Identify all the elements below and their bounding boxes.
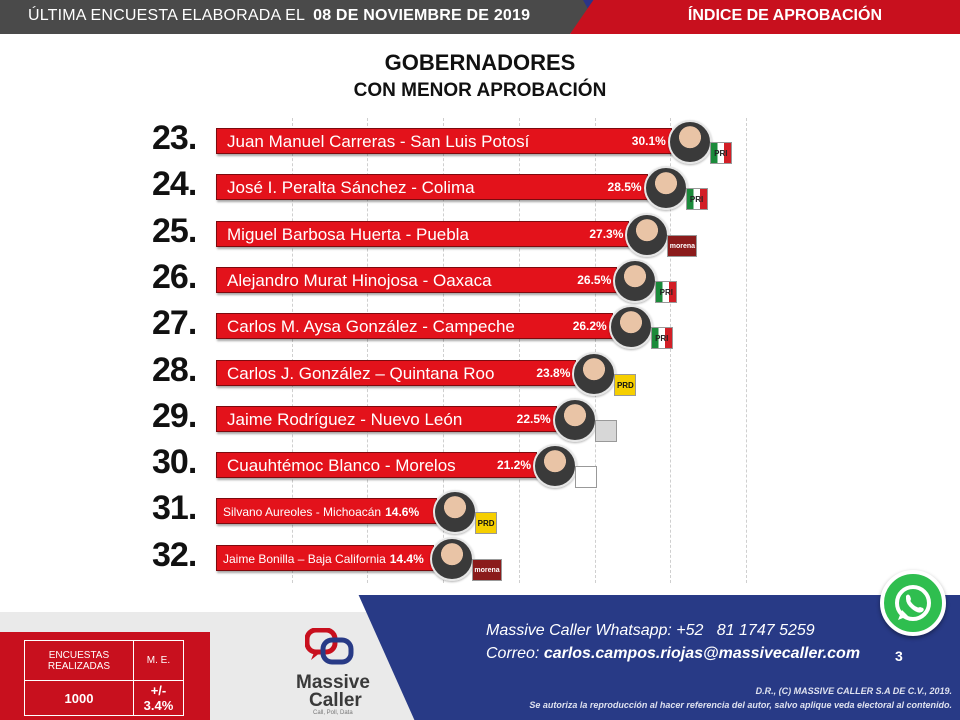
pri-party-logo-icon: PRI <box>655 281 677 303</box>
pri-party-logo-icon: PRI <box>710 142 732 164</box>
morena-party-logo-icon: morena <box>667 235 697 257</box>
copyright-notice: D.R., (C) MASSIVE CALLER S.A DE C.V., 2019. <box>755 686 952 696</box>
email-contact <box>486 645 860 663</box>
governor-photo-icon <box>668 120 712 164</box>
governor-label <box>227 271 492 291</box>
page-number: 3 <box>895 648 903 664</box>
governor-name: José I. Peralta Sánchez - Colima <box>227 178 475 198</box>
rank-label: 25. <box>152 211 197 250</box>
approval-bar <box>216 221 629 247</box>
prd-party-logo-icon: PRD <box>475 512 497 534</box>
brand-name-line1: Massive <box>296 672 370 693</box>
governor-label <box>223 552 424 566</box>
governor-label <box>227 410 462 430</box>
survey-date: 08 DE NOVIEMBRE DE 2019 <box>313 7 531 24</box>
governor-photo-icon <box>430 537 474 581</box>
approval-bar <box>216 313 613 339</box>
governor-label <box>227 178 475 198</box>
chart-row <box>140 350 780 390</box>
value-label: 21.2% <box>496 458 532 473</box>
chart-row <box>140 442 780 482</box>
morena-party-logo-icon: morena <box>472 559 502 581</box>
governor-photo-icon <box>625 213 669 257</box>
value-label: 28.5% <box>607 180 642 195</box>
rank-label: 27. <box>152 304 197 343</box>
governor-label <box>223 505 419 519</box>
survey-date-prefix: ÚLTIMA ENCUESTA ELABORADA EL <box>28 7 306 24</box>
chart-row <box>140 396 780 436</box>
rank-label: 29. <box>152 396 197 435</box>
chart-row <box>140 303 780 343</box>
approval-bar-chart <box>140 118 780 588</box>
value-label: 14.6% <box>385 505 420 520</box>
rank-label: 31. <box>152 489 197 528</box>
governor-name: Juan Manuel Carreras - San Luis Potosí <box>227 132 530 151</box>
governor-name: Alejandro Murat Hinojosa - Oaxaca <box>227 270 492 290</box>
chart-title: GOBERNADORES <box>384 50 576 75</box>
governor-photo-icon <box>613 259 657 303</box>
value-label: 26.2% <box>572 319 607 334</box>
rank-label: 26. <box>152 257 197 296</box>
governor-photo-icon <box>609 305 653 349</box>
governor-name: Carlos J. González – Quintana Roo <box>227 363 495 383</box>
approval-bar <box>216 128 672 154</box>
rank-label: 30. <box>152 443 197 482</box>
rank-label: 24. <box>152 165 197 204</box>
email-address[interactable]: carlos.campos.riojas@massivecaller.com <box>543 645 861 662</box>
reproduction-notice: Se autoriza la reproducción al hacer referencia del autor, salvo aplique veda electoral al contenido. <box>529 700 952 710</box>
margin-error-value: +/- 3.4% <box>133 681 183 716</box>
chart-row <box>140 535 780 575</box>
governor-photo-icon <box>644 166 688 210</box>
chart-row <box>140 257 780 297</box>
chart-row <box>140 164 780 204</box>
surveys-value: 1000 <box>25 681 134 716</box>
value-label: 14.4% <box>389 551 424 566</box>
value-label: 30.1% <box>631 134 666 148</box>
approval-bar <box>216 545 434 571</box>
approval-bar <box>216 267 617 293</box>
governor-photo-icon <box>553 398 597 442</box>
approval-bar <box>216 452 537 478</box>
whatsapp-contact <box>486 622 815 640</box>
survey-date-text <box>28 7 530 25</box>
whatsapp-icon[interactable] <box>880 570 946 636</box>
email-label: Correo: <box>486 645 540 662</box>
value-label: 22.5% <box>516 411 551 426</box>
approval-bar <box>216 498 437 524</box>
prd-party-logo-icon: PRD <box>614 374 636 396</box>
governor-name: Jaime Bonilla – Baja California <box>223 551 386 566</box>
governor-label <box>227 132 529 152</box>
chart-subtitle: CON MENOR APROBACIÓN <box>353 80 607 101</box>
pri-party-logo-icon: PRI <box>651 327 673 349</box>
pri-party-logo-icon: PRI <box>686 188 708 210</box>
value-label: 27.3% <box>589 226 624 241</box>
whatsapp-number[interactable]: 81 1747 5259 <box>716 622 815 639</box>
margin-error-header: M. E. <box>133 641 183 681</box>
brand-tagline: Call, Poll, Data <box>313 710 353 716</box>
approval-bar <box>216 174 648 200</box>
governor-name: Carlos M. Aysa González - Campeche <box>227 317 515 337</box>
chart-row <box>140 488 780 528</box>
survey-info-table <box>24 640 184 716</box>
top-banner <box>0 0 960 34</box>
governor-label <box>227 317 515 337</box>
chart-row <box>140 211 780 251</box>
chart-row <box>140 118 780 158</box>
pes-party-logo-icon <box>575 466 597 488</box>
ind-party-logo-icon <box>595 420 617 442</box>
rank-label: 32. <box>152 535 197 574</box>
massive-caller-logo-icon <box>305 628 355 668</box>
surveys-header: ENCUESTAS REALIZADAS <box>25 641 134 681</box>
governor-name: Miguel Barbosa Huerta - Puebla <box>227 224 469 244</box>
governor-label <box>227 364 494 384</box>
governor-label <box>227 225 469 245</box>
approval-bar <box>216 360 576 386</box>
governor-photo-icon <box>433 490 477 534</box>
governor-name: Silvano Aureoles - Michoacán <box>223 505 382 520</box>
value-label: 23.8% <box>536 365 571 380</box>
rank-label: 28. <box>152 350 197 389</box>
governor-name: Jaime Rodríguez - Nuevo León <box>227 409 463 429</box>
governor-label <box>227 456 456 476</box>
brand-name-line2: Caller <box>309 690 362 711</box>
governor-photo-icon <box>533 444 577 488</box>
whatsapp-label: Massive Caller Whatsapp: +52 <box>486 622 704 639</box>
rank-label: 23. <box>152 119 197 157</box>
value-label: 26.5% <box>577 272 612 287</box>
governor-photo-icon <box>572 352 616 396</box>
governor-name: Cuauhtémoc Blanco - Morelos <box>227 456 456 476</box>
approval-bar <box>216 406 557 432</box>
index-title: ÍNDICE DE APROBACIÓN <box>687 7 882 24</box>
